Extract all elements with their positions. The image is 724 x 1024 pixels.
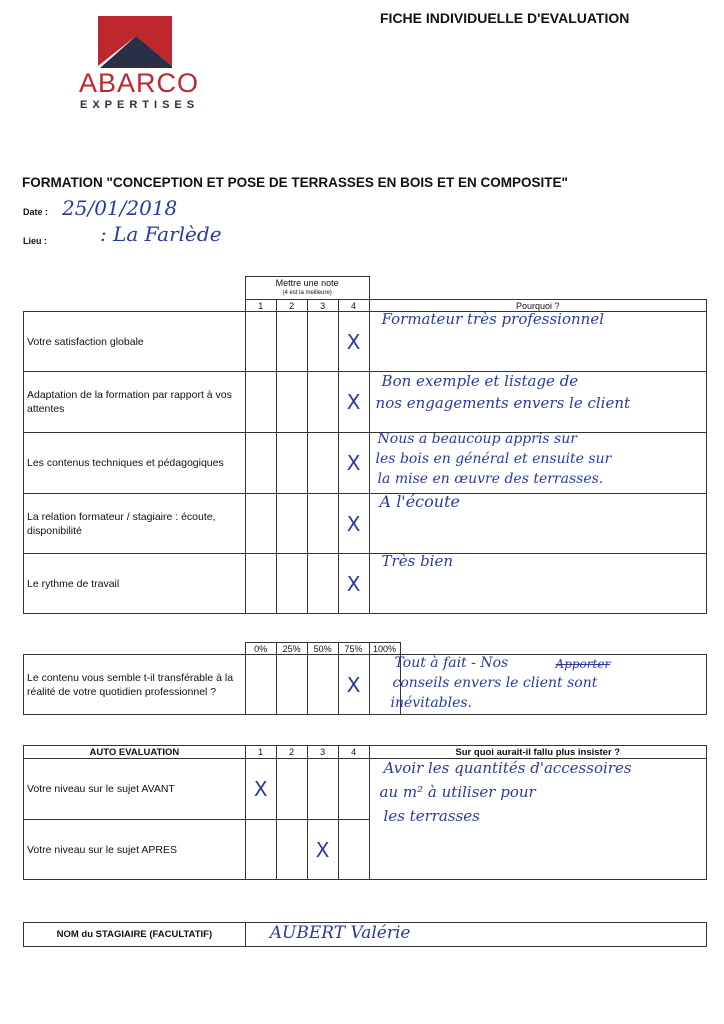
note-subheader: (4 est la meilleure) (282, 290, 332, 296)
mark-x: X (245, 759, 276, 820)
why-line: Très bien (381, 552, 454, 570)
logo-subtitle: EXPERTISES (80, 99, 200, 111)
note-header: Mettre une note (275, 278, 339, 288)
pct-col-25: 25% (276, 643, 307, 655)
criterion-label: Adaptation de la formation par rapport à vos attentes (24, 372, 246, 433)
auto-col-2: 2 (276, 746, 307, 759)
note-col-4: 4 (338, 300, 369, 312)
mark-x: X (338, 372, 369, 433)
date-label: Date : (23, 207, 49, 217)
transfer-table (23, 642, 707, 715)
note-col-1: 1 (245, 300, 276, 312)
table-row (24, 554, 707, 614)
criterion-label: Votre niveau sur le sujet APRES (24, 820, 246, 880)
why-line: A l'écoute (379, 492, 460, 511)
mark-x: X (338, 554, 369, 614)
why-cell (369, 554, 706, 614)
criterion-label: La relation formateur / stagiaire : écoute, disponibilité (24, 494, 246, 554)
criterion-label: Le rythme de travail (24, 554, 246, 614)
criterion-label: Le contenu vous semble t-il transférable à la réalité de votre quotidien professionnel ? (24, 655, 246, 715)
auto-eval-table (23, 745, 707, 880)
pct-col-100: 100% (369, 643, 400, 655)
table-row (24, 759, 707, 820)
criterion-label: Votre niveau sur le sujet AVANT (24, 759, 246, 820)
mark-x: X (338, 433, 369, 494)
lieu-value: : La Farlède (100, 222, 222, 246)
pct-col-75: 75% (338, 643, 369, 655)
why-cell (390, 655, 706, 715)
criterion-label: Les contenus techniques et pédagogiques (24, 433, 246, 494)
insist-line: Avoir les quantités d'accessoires (383, 759, 632, 777)
why-cell (369, 312, 706, 372)
notes-table (23, 276, 707, 614)
auto-header: AUTO EVALUATION (24, 746, 246, 759)
mark-x: X (338, 494, 369, 554)
criterion-label: Votre satisfaction globale (24, 312, 246, 372)
pct-col-0: 0% (245, 643, 276, 655)
why-header: Pourquoi ? (369, 300, 706, 312)
sheet-title: FICHE INDIVIDUELLE D'EVALUATION (380, 10, 630, 26)
note-header-cell (245, 277, 369, 300)
company-logo (76, 14, 200, 111)
table-row (24, 433, 707, 494)
auto-col-4: 4 (338, 746, 369, 759)
why-line: inévitables. (390, 695, 473, 711)
table-row (24, 494, 707, 554)
insist-header: Sur quoi aurait-il fallu plus insister ? (369, 746, 706, 759)
why-line: conseils envers le client sont (392, 675, 598, 691)
note-col-3: 3 (307, 300, 338, 312)
why-line: Bon exemple et listage de (381, 372, 579, 390)
logo-name: ABARCO (79, 68, 200, 98)
lieu-label: Lieu : (23, 236, 47, 246)
table-row (24, 655, 707, 715)
mark-x: X (338, 655, 369, 715)
struck-word: Apporter (555, 657, 611, 671)
trainee-table (23, 922, 707, 947)
why-cell (369, 372, 706, 433)
mark-x: X (307, 820, 338, 880)
mark-x: X (338, 312, 369, 372)
why-line: la mise en œuvre des terrasses. (377, 471, 604, 487)
why-line: Nous a beaucoup appris sur (377, 431, 577, 447)
trainee-cell (245, 923, 706, 947)
table-row (24, 372, 707, 433)
note-col-2: 2 (276, 300, 307, 312)
auto-col-3: 3 (307, 746, 338, 759)
trainee-name: AUBERT Valérie (269, 923, 411, 943)
trainee-label: NOM du STAGIAIRE (FACULTATIF) (24, 923, 246, 947)
why-cell (369, 494, 706, 554)
date-value: 25/01/2018 (62, 196, 178, 220)
insist-cell (369, 759, 706, 880)
auto-col-1: 1 (245, 746, 276, 759)
formation-title: FORMATION "CONCEPTION ET POSE DE TERRASSES EN BOIS ET EN COMPOSITE" (22, 175, 568, 190)
roof-logo-icon (76, 14, 196, 76)
why-line: les bois en général et ensuite sur (375, 451, 612, 467)
why-cell (369, 433, 706, 494)
table-row (24, 312, 707, 372)
why-line: nos engagements envers le client (375, 394, 631, 412)
pct-col-50: 50% (307, 643, 338, 655)
insist-line: les terrasses (383, 807, 480, 825)
why-line: Tout à fait - Nos (394, 655, 509, 671)
insist-line: au m² à utiliser pour (379, 783, 536, 801)
why-line: Formateur très professionnel (381, 310, 604, 328)
